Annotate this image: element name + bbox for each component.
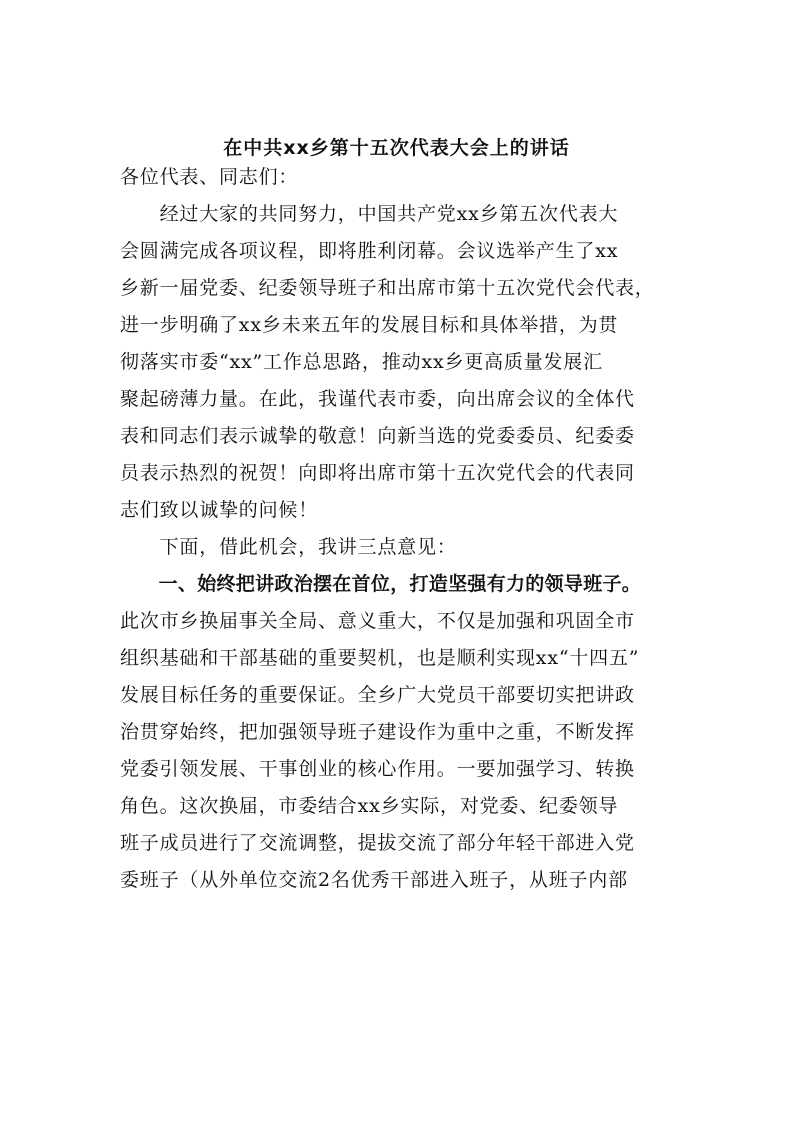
- body-line: 乡新一届党委、纪委领导班子和出席市第十五次党代会代表，: [120, 277, 655, 299]
- body-line: 此次市乡换届事关全局、意义重大，不仅是加强和巩固全市: [120, 610, 635, 632]
- body-line: 经过大家的共同努力，中国共产党xx乡第五次代表大: [120, 203, 619, 225]
- body-line: 委班子（从外单位交流2名优秀干部进入班子，从班子内部: [120, 869, 628, 891]
- body-line: 角色。这次换届，市委结合xx乡实际，对党委、纪委领导: [120, 795, 619, 817]
- body-line: 班子成员进行了交流调整，提拔交流了部分年轻干部进入党: [120, 832, 635, 854]
- body-line: 表和同志们表示诚挚的敬意！向新当选的党委委员、纪委委: [120, 425, 635, 447]
- body-line: 发展目标任务的重要保证。全乡广大党员干部要切实把讲政: [120, 684, 635, 706]
- section-heading: 一、始终把讲政治摆在首位，打造坚强有力的领导班子。: [120, 573, 642, 595]
- body-line: 彻落实市委“xx”工作总思路，推动xx乡更高质量发展汇: [120, 351, 603, 373]
- body-line: 进一步明确了xx乡未来五年的发展目标和具体举措，为贯: [120, 314, 619, 336]
- body-line: 下面，借此机会，我讲三点意见：: [120, 536, 457, 558]
- body-line: 员表示热烈的祝贺！向即将出席市第十五次党代会的代表同: [120, 462, 635, 484]
- page-title: 在中共xx乡第十五次代表大会上的讲话: [223, 137, 570, 159]
- body-line: 志们致以诚挚的问候！: [120, 499, 319, 521]
- body-line: 聚起磅薄力量。在此，我谨代表市委，向出席会议的全体代: [120, 388, 635, 410]
- body-line: 会圆满完成各项议程，即将胜利闭幕。会议选举产生了xx: [120, 240, 619, 262]
- body-line: 治贯穿始终，把加强领导班子建设作为重中之重，不断发挥: [120, 721, 635, 743]
- salutation-line: 各位代表、同志们：: [120, 166, 299, 188]
- body-line: 组织基础和干部基础的重要契机，也是顺利实现xx“十四五”: [120, 647, 640, 669]
- body-line: 党委引领发展、干事创业的核心作用。一要加强学习、转换: [120, 758, 635, 780]
